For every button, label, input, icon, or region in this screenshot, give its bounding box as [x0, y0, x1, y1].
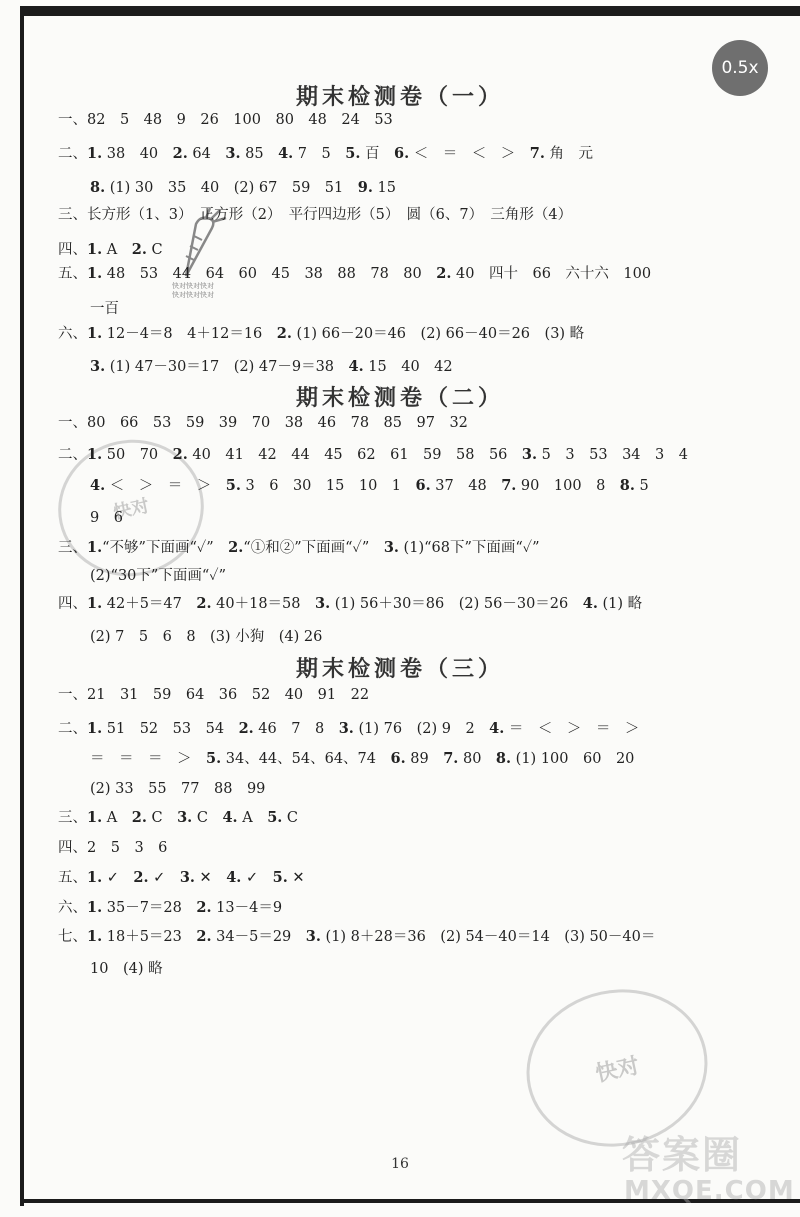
site-watermark: 答案圈 — [622, 1133, 743, 1177]
answer-line — [58, 322, 584, 343]
answer-text: 48 53 44 64 60 45 38 88 78 80 — [102, 266, 437, 282]
answer-line — [90, 747, 634, 768]
top-border — [20, 6, 800, 16]
answer-line — [58, 108, 393, 129]
answer-text: 15 — [372, 180, 396, 196]
answer-text: C — [282, 810, 299, 826]
answer-line — [90, 297, 119, 318]
part-label: 六、 — [58, 900, 87, 916]
question-number: 3. — [90, 358, 106, 375]
answer-text: (1) 56＋30＝86 (2) 56－30＝26 — [330, 596, 583, 612]
answer-line — [58, 262, 651, 283]
part-label: 三、 — [58, 540, 87, 556]
question-number: 6. — [394, 145, 410, 162]
answer-line — [90, 957, 163, 978]
question-number: 1. — [87, 720, 103, 737]
question-number: 1. — [87, 446, 103, 463]
answer-text: A — [237, 810, 268, 826]
stamp-watermark-label: 快对 — [111, 495, 152, 524]
section-title: 期末检测卷（三） — [295, 657, 504, 682]
answer-text: 82 5 48 9 26 100 80 48 24 53 — [87, 112, 393, 128]
answer-text: 37 48 — [430, 478, 502, 494]
answer-line — [90, 176, 396, 197]
part-label: 一、 — [58, 112, 87, 128]
answer-text: ✓ — [102, 870, 134, 886]
answer-text: (2)“30下”下面画“✓” — [90, 568, 226, 584]
answer-text: 89 — [405, 751, 444, 767]
part-label: 四、 — [58, 242, 87, 258]
answer-text: 38 40 — [102, 146, 173, 162]
answer-text: 50 70 — [102, 447, 173, 463]
question-number: 1. — [87, 241, 103, 258]
question-number: 3. — [225, 145, 241, 162]
question-number: 3. — [305, 928, 321, 945]
answer-text: 35－7＝28 — [102, 900, 197, 916]
answer-text: (1) 100 60 20 — [511, 751, 635, 767]
question-number: 5. — [272, 869, 288, 886]
question-number: 1. — [87, 145, 103, 162]
part-label: 二、 — [58, 447, 87, 463]
answer-line — [58, 443, 688, 464]
question-number: 6. — [390, 750, 406, 767]
answer-text: “不够”下面画“✓” — [102, 540, 229, 556]
part-label: 五、 — [58, 266, 87, 282]
part-label: 三、 — [58, 207, 87, 223]
question-number: 2. — [131, 241, 147, 258]
answer-text: 40 四十 66 六十六 100 — [451, 266, 652, 282]
question-number: 2. — [196, 595, 212, 612]
question-number: 1. — [87, 928, 103, 945]
answer-text: ✓ — [148, 870, 180, 886]
part-label: 五、 — [58, 870, 87, 886]
part-label: 一、 — [58, 415, 87, 431]
question-number: 7. — [529, 145, 545, 162]
question-number: 3. — [179, 869, 195, 886]
question-number: 1. — [87, 595, 103, 612]
answer-text: 10 (4) 略 — [90, 961, 163, 977]
answer-line — [58, 836, 167, 857]
answer-line — [58, 806, 298, 827]
answer-text: ＝ ＝ ＝ ＞ — [90, 751, 206, 767]
answer-line — [90, 355, 453, 376]
question-number: 2. — [238, 720, 254, 737]
question-number: 1. — [87, 899, 103, 916]
answer-line — [58, 536, 540, 557]
answer-text: 64 — [187, 146, 226, 162]
carrot-watermark-text: 快对快对快对 快对快对快对 — [172, 282, 214, 299]
question-number: 4. — [348, 358, 364, 375]
question-number: 2. — [172, 145, 188, 162]
zoom-level-badge[interactable]: 0.5x — [712, 40, 768, 96]
answer-text: ＝ ＜ ＞ ＝ ＞ — [504, 721, 640, 737]
answer-text: 80 — [458, 751, 496, 767]
answer-line — [58, 592, 642, 613]
answer-text: 12－4＝8 4＋12＝16 — [102, 326, 277, 342]
answer-text: 13－4＝9 — [211, 900, 283, 916]
answer-line — [90, 625, 322, 646]
answer-text: 18＋5＝23 — [102, 929, 197, 945]
question-number: 5. — [225, 477, 241, 494]
answer-text: C — [146, 810, 178, 826]
answer-text: 42＋5＝47 — [102, 596, 197, 612]
answer-line — [58, 866, 305, 887]
question-number: 5. — [267, 809, 283, 826]
answer-text: 85 — [240, 146, 279, 162]
answer-text: 长方形（1、3） 正方形（2） 平行四边形（5） 圆（6、7） 三角形（4） — [87, 207, 573, 223]
question-number: 4. — [222, 809, 238, 826]
part-label: 四、 — [58, 840, 87, 856]
section-title: 期末检测卷（二） — [295, 386, 504, 411]
answer-line — [58, 896, 282, 917]
answer-text: 51 52 53 54 — [102, 721, 239, 737]
question-number: 7. — [443, 750, 459, 767]
answer-text: (1) 47－30＝17 (2) 47－9＝38 — [105, 359, 349, 375]
part-label: 四、 — [58, 596, 87, 612]
answer-text: (2) 33 55 77 88 99 — [90, 781, 266, 797]
answer-text: A — [102, 242, 132, 258]
answer-text: “①和②”下面画“✓” — [243, 540, 384, 556]
question-number: 8. — [90, 179, 106, 196]
site-watermark-url: MXQE.COM — [624, 1176, 795, 1206]
part-label: 七、 — [58, 929, 87, 945]
answer-text: 46 7 8 — [253, 721, 339, 737]
left-border — [20, 6, 24, 1206]
answer-text: ✓ — [241, 870, 273, 886]
question-number: 3. — [521, 446, 538, 463]
answer-text: 角 元 — [544, 146, 594, 162]
answer-line — [58, 142, 593, 163]
question-number: 2. — [228, 539, 244, 556]
answer-text: (1) 略 — [597, 596, 643, 612]
question-number: 1. — [87, 265, 103, 282]
question-number: 3. — [177, 809, 193, 826]
question-number: 2. — [133, 869, 149, 886]
question-number: 2. — [276, 325, 292, 342]
part-label: 三、 — [58, 810, 87, 826]
answer-text: ＜ ＞ ＝ ＞ — [105, 478, 226, 494]
answer-text: 80 66 53 59 39 70 38 46 78 85 97 32 — [87, 415, 468, 431]
section-title: 期末检测卷（一） — [295, 85, 504, 110]
answer-text: ✕ — [287, 870, 305, 886]
answer-text: ✕ — [194, 870, 227, 886]
answer-text: (1) 76 (2) 9 2 — [353, 721, 490, 737]
question-number: 1. — [87, 539, 103, 556]
question-number: 4. — [489, 720, 505, 737]
answer-text: (1) 8＋28＝36 (2) 54－40＝14 (3) 50－40＝ — [320, 929, 656, 945]
answer-line — [90, 474, 649, 495]
answer-text: 百 — [360, 146, 395, 162]
answer-text: C — [146, 242, 163, 258]
question-number: 5. — [345, 145, 361, 162]
answer-line — [90, 506, 123, 527]
part-label: 二、 — [58, 721, 87, 737]
question-number: 6. — [415, 477, 431, 494]
question-number: 8. — [495, 750, 512, 767]
question-number: 8. — [619, 477, 635, 494]
question-number: 7. — [501, 477, 517, 494]
stamp-watermark-label-2: 快对 — [593, 1053, 642, 1087]
question-number: 2. — [196, 928, 212, 945]
answer-text: (2) 7 5 6 8 (3) 小狗 (4) 26 — [90, 629, 323, 645]
answer-line — [58, 238, 163, 259]
answer-text: 40＋18＝58 — [211, 596, 315, 612]
answer-line — [90, 777, 265, 798]
question-number: 2. — [131, 809, 147, 826]
answer-text: 34－5＝29 — [211, 929, 306, 945]
answer-text: 15 40 42 — [363, 359, 453, 375]
question-number: 4. — [90, 477, 106, 494]
answer-line — [58, 411, 468, 432]
answer-line — [58, 717, 639, 738]
question-number: 1. — [87, 809, 103, 826]
question-number: 4. — [582, 595, 598, 612]
answer-line — [90, 564, 226, 585]
question-number: 3. — [338, 720, 354, 737]
answer-line — [58, 203, 572, 224]
question-number: 4. — [226, 869, 242, 886]
answer-line — [58, 683, 369, 704]
question-number: 5. — [206, 750, 222, 767]
question-number: 1. — [87, 869, 103, 886]
answer-text: 2 5 3 6 — [87, 840, 168, 856]
answer-text: (1) 66－20＝46 (2) 66－40＝26 (3) 略 — [291, 326, 585, 342]
answer-text: 3 6 30 15 10 1 — [240, 478, 416, 494]
part-label: 一、 — [58, 687, 87, 703]
answer-text: 一百 — [90, 301, 119, 317]
question-number: 3. — [315, 595, 331, 612]
answer-text: C — [192, 810, 223, 826]
answer-text: 5 — [634, 478, 649, 494]
answer-text: (1)“68下”下面画“✓” — [398, 540, 540, 556]
answer-text: 7 5 — [293, 146, 346, 162]
question-number: 2. — [172, 446, 188, 463]
part-label: 二、 — [58, 146, 87, 162]
question-number: 3. — [383, 539, 399, 556]
answer-text: 9 6 — [90, 510, 123, 526]
question-number: 4. — [278, 145, 294, 162]
answer-text: (1) 30 35 40 (2) 67 59 51 — [105, 180, 358, 196]
answer-line — [58, 925, 655, 946]
page-number: 16 — [391, 1156, 409, 1172]
answer-text: 21 31 59 64 36 52 40 91 22 — [87, 687, 370, 703]
answer-text: A — [102, 810, 132, 826]
answer-text: 5 3 53 34 3 4 — [537, 447, 688, 463]
answer-text: 90 100 8 — [516, 478, 620, 494]
question-number: 1. — [87, 325, 103, 342]
question-number: 2. — [436, 265, 452, 282]
question-number: 2. — [196, 899, 212, 916]
part-label: 六、 — [58, 326, 87, 342]
answer-text: ＜ ＝ ＜ ＞ — [409, 146, 530, 162]
answer-text: 40 41 42 44 45 62 61 59 58 56 — [187, 447, 522, 463]
question-number: 9. — [357, 179, 373, 196]
answer-text: 34、44、54、64、74 — [221, 751, 391, 767]
